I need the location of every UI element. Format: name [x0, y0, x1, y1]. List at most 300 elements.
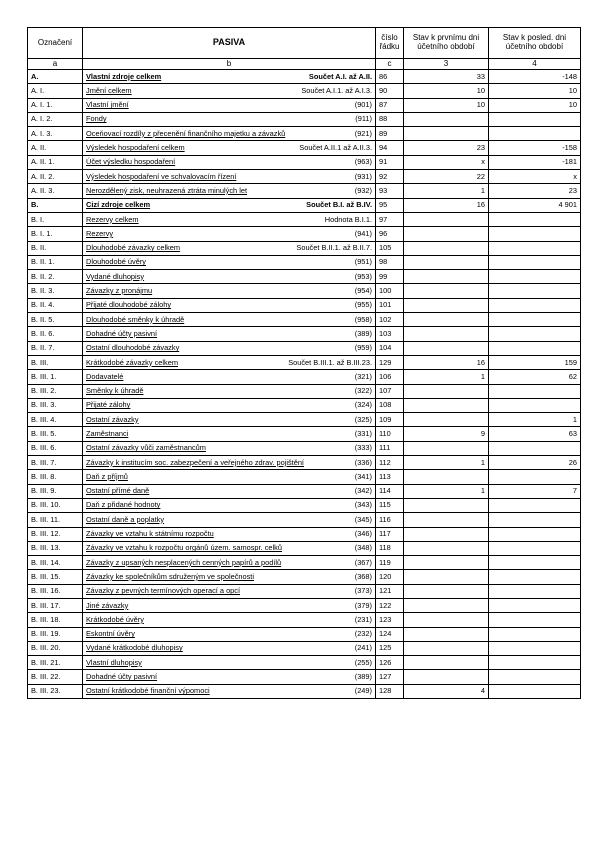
row-label: Eskontní úvěry	[86, 629, 135, 639]
row-value-end	[489, 284, 581, 298]
row-description	[83, 127, 376, 141]
table-row	[28, 341, 581, 355]
row-description	[83, 641, 376, 655]
col-header-stav-prvni: Stav k prvnímu dni účetního období	[404, 28, 489, 59]
col-header-stav-posledni: Stav k posled. dni účetního období	[489, 28, 581, 59]
row-value-start	[404, 527, 489, 541]
row-description	[83, 70, 376, 84]
row-value-end: 4 901	[489, 198, 581, 212]
row-code: B. III. 5.	[28, 427, 83, 441]
row-value-start	[404, 241, 489, 255]
row-code: A. I. 3.	[28, 127, 83, 141]
row-account-ref: (321)	[354, 371, 372, 381]
row-number: 114	[376, 484, 404, 498]
row-code: B. III. 7.	[28, 456, 83, 470]
row-label: Přijaté dlouhodobé zálohy	[86, 300, 172, 310]
row-value-start	[404, 127, 489, 141]
row-code: A. I. 1.	[28, 98, 83, 112]
row-number: 108	[376, 398, 404, 412]
row-code: B. III. 19.	[28, 627, 83, 641]
row-account-ref: (955)	[354, 300, 372, 310]
row-value-end: 10	[489, 98, 581, 112]
row-number: 127	[376, 670, 404, 684]
row-code: B. III. 15.	[28, 570, 83, 584]
row-value-start: 33	[404, 70, 489, 84]
row-value-end	[489, 641, 581, 655]
row-label: Dlouhodobé úvěry	[86, 257, 146, 267]
row-account-ref: (389)	[354, 328, 372, 338]
row-description	[83, 498, 376, 512]
row-code: A. I.	[28, 84, 83, 98]
row-value-end	[489, 527, 581, 541]
row-value-end	[489, 298, 581, 312]
row-label: Vydané dluhopisy	[86, 271, 145, 281]
table-row	[28, 70, 581, 84]
table-row	[28, 127, 581, 141]
row-description	[83, 513, 376, 527]
table-row	[28, 470, 581, 484]
row-number: 101	[376, 298, 404, 312]
row-number: 126	[376, 656, 404, 670]
row-value-end	[489, 584, 581, 598]
row-label: Jmění celkem	[86, 85, 132, 95]
row-value-start	[404, 584, 489, 598]
table-row	[28, 212, 581, 226]
row-value-end	[489, 227, 581, 241]
row-label: Krátkodobé úvěry	[86, 614, 144, 624]
row-number: 116	[376, 513, 404, 527]
row-description	[83, 270, 376, 284]
table-row	[28, 456, 581, 470]
row-value-end: 10	[489, 84, 581, 98]
row-label: Vlastní jmění	[86, 100, 129, 110]
row-value-start	[404, 298, 489, 312]
row-code: B. III. 6.	[28, 441, 83, 455]
row-label: Daň z přidané hodnoty	[86, 500, 161, 510]
row-label: Závazky ve vztahu k státnímu rozpočtu	[86, 529, 214, 539]
row-number: 117	[376, 527, 404, 541]
row-code: B. II. 6.	[28, 327, 83, 341]
row-value-start	[404, 656, 489, 670]
table-row	[28, 484, 581, 498]
row-description	[83, 370, 376, 384]
row-number: 122	[376, 598, 404, 612]
table-row	[28, 355, 581, 369]
table-row	[28, 627, 581, 641]
col-header-oznaceni: Označení	[28, 28, 83, 59]
row-value-start	[404, 413, 489, 427]
row-code: B. III. 10.	[28, 498, 83, 512]
row-code: B. III. 14.	[28, 556, 83, 570]
row-value-start	[404, 313, 489, 327]
row-code: B. III. 17.	[28, 598, 83, 612]
col-header-pasiva: PASIVA	[83, 28, 376, 59]
row-account-ref: (345)	[354, 514, 372, 524]
row-description	[83, 184, 376, 198]
row-value-start	[404, 513, 489, 527]
row-description	[83, 212, 376, 226]
subheader-row	[28, 59, 581, 70]
row-value-end	[489, 627, 581, 641]
row-value-start: 1	[404, 184, 489, 198]
row-account-ref: (331)	[354, 429, 372, 438]
row-value-end: -158	[489, 141, 581, 155]
row-code: B. III. 3.	[28, 398, 83, 412]
row-account-ref: (249)	[354, 686, 372, 696]
row-account-ref: (343)	[354, 500, 372, 510]
row-code: B. III. 23.	[28, 684, 83, 698]
row-value-start	[404, 384, 489, 398]
row-value-end: 1	[489, 413, 581, 427]
row-value-end: -148	[489, 70, 581, 84]
row-account-ref: (901)	[354, 100, 372, 110]
row-number: 94	[376, 141, 404, 155]
row-label: Závazky z pronájmu	[86, 286, 153, 296]
row-number: 110	[376, 427, 404, 441]
row-number: 118	[376, 541, 404, 555]
row-description	[83, 413, 376, 427]
row-label: Zaměstnanci	[86, 429, 129, 438]
row-value-start	[404, 613, 489, 627]
row-value-end	[489, 341, 581, 355]
row-number: 120	[376, 570, 404, 584]
row-number: 99	[376, 270, 404, 284]
row-label: Oceňovací rozdíly z přecenění finančního majetku a závazků	[86, 128, 286, 138]
row-account-ref: (953)	[354, 271, 372, 281]
row-description	[83, 598, 376, 612]
row-code: B. III. 13.	[28, 541, 83, 555]
row-number: 123	[376, 613, 404, 627]
row-label: Směnky k úhradě	[86, 386, 144, 396]
row-code: B. III.	[28, 355, 83, 369]
row-account-ref: (959)	[354, 343, 372, 353]
row-description	[83, 241, 376, 255]
balance-sheet-table	[27, 27, 581, 699]
row-account-ref: (322)	[354, 386, 372, 396]
row-value-start: 16	[404, 355, 489, 369]
row-number: 91	[376, 155, 404, 169]
row-description	[83, 298, 376, 312]
row-label: Dlouhodobé směnky k úhradě	[86, 314, 185, 324]
table-row	[28, 427, 581, 441]
row-number: 95	[376, 198, 404, 212]
row-description	[83, 112, 376, 126]
row-value-start	[404, 541, 489, 555]
row-value-start: 1	[404, 370, 489, 384]
table-row	[28, 670, 581, 684]
row-code: B. III. 21.	[28, 656, 83, 670]
row-number: 111	[376, 441, 404, 455]
row-value-start	[404, 341, 489, 355]
row-value-start	[404, 641, 489, 655]
row-description	[83, 98, 376, 112]
row-value-end	[489, 241, 581, 255]
row-account-ref: (367)	[354, 557, 372, 567]
row-label: Dodavatelé	[86, 371, 124, 381]
row-account-ref: (963)	[354, 157, 372, 167]
row-value-end	[489, 313, 581, 327]
row-value-end	[489, 441, 581, 455]
row-code: B. III. 11.	[28, 513, 83, 527]
row-number: 97	[376, 212, 404, 226]
table-row	[28, 155, 581, 169]
row-label: Závazky z pevných termínových operací a opcí	[86, 586, 241, 596]
row-code: B. III. 2.	[28, 384, 83, 398]
row-account-ref: (931)	[354, 171, 372, 181]
row-label: Ostatní daně a poplatky	[86, 514, 165, 524]
row-value-start: 10	[404, 98, 489, 112]
table-row	[28, 684, 581, 698]
row-number: 106	[376, 370, 404, 384]
table-row	[28, 584, 581, 598]
row-value-end	[489, 127, 581, 141]
row-label: Rezervy	[86, 228, 114, 238]
row-value-end	[489, 470, 581, 484]
row-value-end	[489, 613, 581, 627]
row-number: 121	[376, 584, 404, 598]
row-code: B. III. 4.	[28, 413, 83, 427]
table-row	[28, 327, 581, 341]
row-account-ref: (951)	[354, 257, 372, 267]
row-value-start: 9	[404, 427, 489, 441]
row-number: 113	[376, 470, 404, 484]
row-value-end	[489, 541, 581, 555]
row-account-ref: Součet A.II.1 až A.II.3.	[299, 143, 372, 153]
table-row	[28, 641, 581, 655]
row-label: Výsledek hospodaření ve schvalovacím řízení	[86, 171, 237, 181]
row-code: B. II. 2.	[28, 270, 83, 284]
row-value-end	[489, 670, 581, 684]
row-value-end	[489, 513, 581, 527]
row-value-end: 7	[489, 484, 581, 498]
row-account-ref: Součet B.II.1. až B.II.7.	[296, 243, 372, 253]
row-description	[83, 284, 376, 298]
row-description	[83, 541, 376, 555]
row-number: 119	[376, 556, 404, 570]
row-account-ref: (336)	[354, 457, 372, 467]
row-account-ref: (958)	[354, 314, 372, 324]
row-value-start	[404, 498, 489, 512]
row-code: B. I.	[28, 212, 83, 226]
row-code: B. II. 5.	[28, 313, 83, 327]
table-row	[28, 370, 581, 384]
row-account-ref: (341)	[354, 471, 372, 481]
row-label: Výsledek hospodaření celkem	[86, 143, 185, 153]
row-value-start: 10	[404, 84, 489, 98]
row-label: Rezervy celkem	[86, 214, 139, 224]
row-value-start	[404, 627, 489, 641]
row-description	[83, 441, 376, 455]
table-row	[28, 541, 581, 555]
row-account-ref: (255)	[354, 657, 372, 667]
row-description	[83, 198, 376, 212]
row-value-start	[404, 284, 489, 298]
row-account-ref: Hodnota B.I.1.	[324, 214, 372, 224]
table-row	[28, 313, 581, 327]
row-number: 107	[376, 384, 404, 398]
table-row	[28, 498, 581, 512]
row-number: 89	[376, 127, 404, 141]
row-value-start: 16	[404, 198, 489, 212]
row-description	[83, 384, 376, 398]
row-number: 100	[376, 284, 404, 298]
row-code: A. I. 2.	[28, 112, 83, 126]
row-code: B. II. 1.	[28, 255, 83, 269]
header-row	[28, 28, 581, 59]
row-description	[83, 170, 376, 184]
row-description	[83, 670, 376, 684]
row-description	[83, 556, 376, 570]
row-label: Závazky ve vztahu k rozpočtu orgánů územ. samospr. celků	[86, 543, 282, 553]
row-value-start: x	[404, 155, 489, 169]
row-label: Závazky z upsaných nesplacených cenných papírů a podílů	[86, 557, 282, 567]
row-account-ref: (324)	[354, 400, 372, 410]
table-row	[28, 170, 581, 184]
row-value-end	[489, 255, 581, 269]
row-code: B. III. 18.	[28, 613, 83, 627]
row-number: 88	[376, 112, 404, 126]
row-account-ref: (368)	[354, 571, 372, 581]
row-label: Ostatní závazky vůči zaměstnancům	[86, 443, 206, 453]
row-value-start	[404, 112, 489, 126]
row-value-start: 22	[404, 170, 489, 184]
row-description	[83, 155, 376, 169]
row-value-end	[489, 212, 581, 226]
row-value-end	[489, 684, 581, 698]
row-description	[83, 341, 376, 355]
row-description	[83, 684, 376, 698]
table-row	[28, 227, 581, 241]
table-row	[28, 384, 581, 398]
row-code: B. II. 4.	[28, 298, 83, 312]
row-description	[83, 141, 376, 155]
row-account-ref: (373)	[354, 586, 372, 596]
table-row	[28, 656, 581, 670]
row-value-start	[404, 398, 489, 412]
sub-b: b	[83, 59, 376, 70]
row-value-end	[489, 570, 581, 584]
row-code: A. II. 2.	[28, 170, 83, 184]
row-label: Účet výsledku hospodaření	[86, 157, 176, 167]
row-code: B. III. 22.	[28, 670, 83, 684]
row-value-end: 62	[489, 370, 581, 384]
row-code: A.	[28, 70, 83, 84]
row-number: 128	[376, 684, 404, 698]
row-value-start: 1	[404, 484, 489, 498]
row-value-start	[404, 327, 489, 341]
row-value-end: -181	[489, 155, 581, 169]
row-description	[83, 613, 376, 627]
row-description	[83, 470, 376, 484]
row-account-ref: Součet A.I.1. až A.I.3.	[301, 85, 372, 95]
row-value-start	[404, 670, 489, 684]
sub-a: a	[28, 59, 83, 70]
row-description	[83, 84, 376, 98]
row-description	[83, 255, 376, 269]
row-value-start	[404, 470, 489, 484]
row-number: 96	[376, 227, 404, 241]
table-row	[28, 84, 581, 98]
table-row	[28, 98, 581, 112]
row-number: 93	[376, 184, 404, 198]
row-label: Ostatní krátkodobé finanční výpomoci	[86, 686, 210, 696]
row-label: Nerozdělený zisk, neuhrazená ztráta minulých let	[86, 185, 248, 195]
row-code: B. II. 7.	[28, 341, 83, 355]
row-label: Cizí zdroje celkem	[86, 200, 151, 210]
table-row	[28, 255, 581, 269]
row-description	[83, 584, 376, 598]
row-number: 124	[376, 627, 404, 641]
table-row	[28, 556, 581, 570]
row-value-end	[489, 556, 581, 570]
row-value-end: 26	[489, 456, 581, 470]
row-description	[83, 227, 376, 241]
row-value-start	[404, 270, 489, 284]
row-code: A. II. 3.	[28, 184, 83, 198]
row-account-ref: (325)	[354, 414, 372, 424]
row-value-end	[489, 398, 581, 412]
sub-c: c	[376, 59, 404, 70]
row-code: B. II.	[28, 241, 83, 255]
row-label: Závazky k institucím soc. zabezpečení a veřejného zdrav. pojištění	[86, 457, 304, 467]
row-account-ref: Součet B.III.1. až B.III.23.	[288, 357, 372, 367]
row-number: 112	[376, 456, 404, 470]
table-row	[28, 112, 581, 126]
row-value-start	[404, 212, 489, 226]
row-account-ref: (941)	[354, 228, 372, 238]
row-label: Dohadné účty pasivní	[86, 672, 158, 682]
row-number: 87	[376, 98, 404, 112]
table-row	[28, 513, 581, 527]
row-value-start	[404, 255, 489, 269]
row-label: Jiné závazky	[86, 600, 129, 610]
row-description	[83, 398, 376, 412]
row-label: Ostatní přímé daně	[86, 486, 150, 496]
row-code: B. III. 9.	[28, 484, 83, 498]
row-value-start	[404, 556, 489, 570]
table-row	[28, 141, 581, 155]
row-value-end: x	[489, 170, 581, 184]
row-code: B. II. 3.	[28, 284, 83, 298]
row-label: Přijaté zálohy	[86, 400, 131, 410]
table-row	[28, 527, 581, 541]
table-row	[28, 441, 581, 455]
row-account-ref: (342)	[354, 486, 372, 496]
table-row	[28, 298, 581, 312]
row-number: 105	[376, 241, 404, 255]
row-value-end	[489, 598, 581, 612]
row-description	[83, 313, 376, 327]
row-account-ref: (231)	[354, 614, 372, 624]
row-value-start	[404, 598, 489, 612]
row-description	[83, 627, 376, 641]
row-account-ref: (911)	[355, 114, 372, 124]
row-description	[83, 327, 376, 341]
row-value-end	[489, 498, 581, 512]
table-row	[28, 613, 581, 627]
row-value-start: 1	[404, 456, 489, 470]
row-number: 86	[376, 70, 404, 84]
row-account-ref: (241)	[354, 643, 372, 653]
row-account-ref: (379)	[354, 600, 372, 610]
row-value-start	[404, 227, 489, 241]
row-label: Ostatní závazky	[86, 414, 139, 424]
row-account-ref: (346)	[354, 529, 372, 539]
row-number: 90	[376, 84, 404, 98]
row-code: B. III. 12.	[28, 527, 83, 541]
row-code: B. III. 16.	[28, 584, 83, 598]
row-account-ref: (348)	[354, 543, 372, 553]
